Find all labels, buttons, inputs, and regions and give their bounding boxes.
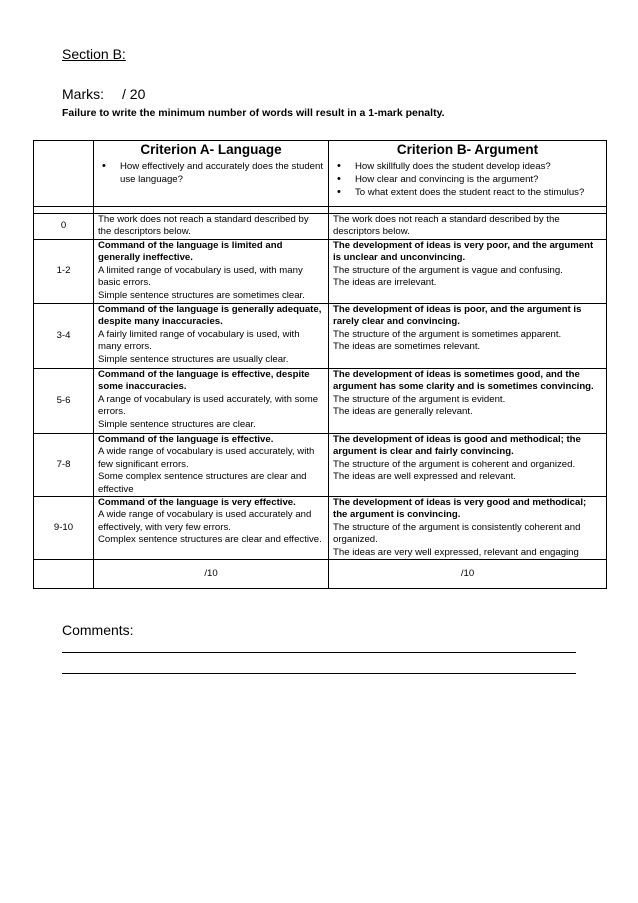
rubric-row: [34, 214, 607, 240]
score-band: 0: [34, 214, 94, 240]
descriptor-line: The work does not reach a standard described by the descriptors below.: [333, 214, 560, 238]
criterion-b-descriptor: [329, 497, 607, 560]
descriptor-line: The ideas are generally relevant.: [333, 406, 473, 418]
marks-label: Marks:: [62, 86, 104, 102]
score-band: 5-6: [34, 369, 94, 434]
descriptor-line: The ideas are very well expressed, relevant and engaging: [333, 546, 579, 558]
totals-empty-cell: [34, 560, 94, 589]
descriptor-line: The structure of the argument is consistently coherent and organized.: [333, 521, 581, 546]
criterion-b-question: • How skillfully does the student develop ideas?: [355, 160, 602, 173]
criterion-b-question: • To what extent does the student react to the stimulus?: [355, 186, 602, 199]
descriptor-summary: Command of the language is generally adequate, despite many inaccuracies.: [98, 304, 322, 328]
comment-line: [62, 652, 576, 653]
descriptor-line: A limited range of vocabulary is used, with many basic errors.: [98, 264, 303, 289]
criterion-b-descriptor: [329, 369, 607, 434]
descriptor-line: The ideas are irrelevant.: [333, 277, 437, 289]
descriptor-summary: Command of the language is effective, despite some inaccuracies.: [98, 369, 310, 393]
totals-row: [34, 560, 607, 589]
descriptor-summary: Command of the language is limited and generally ineffective.: [98, 240, 283, 264]
header-empty-cell: [34, 141, 94, 207]
descriptor-line: The work does not reach a standard described by the descriptors below.: [98, 214, 309, 238]
descriptor-line: Complex sentence structures are clear and effective.: [98, 534, 322, 546]
criterion-a-question: • How effectively and accurately does the student use language?: [120, 160, 324, 186]
descriptor-line: Some complex sentence structures are clear and effective: [98, 471, 307, 495]
marks-value: / 20: [122, 86, 146, 102]
criterion-a-title: Criterion A- Language: [140, 142, 282, 157]
rubric-row: [34, 497, 607, 560]
criterion-a-descriptor: [94, 434, 329, 497]
rubric-table: [33, 140, 607, 589]
rubric-row: [34, 304, 607, 369]
criterion-b-question: • How clear and convincing is the argument?: [355, 173, 602, 186]
score-band: 7-8: [34, 434, 94, 497]
descriptor-line: Simple sentence structures are clear.: [98, 418, 256, 430]
descriptor-line: A range of vocabulary is used accurately, with some errors.: [98, 393, 319, 418]
criterion-a-descriptor: [94, 240, 329, 304]
descriptor-line: A fairly limited range of vocabulary is used, with many errors.: [98, 328, 300, 353]
descriptor-line: Simple sentence structures are sometimes clear.: [98, 289, 305, 301]
criterion-a-total: /10: [94, 560, 329, 589]
descriptor-line: Simple sentence structures are usually clear.: [98, 353, 289, 365]
comments-label: Comments:: [62, 622, 134, 638]
criterion-b-total: /10: [329, 560, 607, 589]
criterion-b-descriptor: [329, 434, 607, 497]
section-title: Section B:: [62, 46, 126, 62]
descriptor-line: A wide range of vocabulary is used accurately, with few significant errors.: [98, 446, 315, 470]
descriptor-line: The structure of the argument is coherent and organized.: [333, 458, 576, 470]
score-band: 9-10: [34, 497, 94, 560]
criterion-a-descriptor: [94, 214, 329, 240]
marks-line: [62, 86, 145, 102]
criterion-b-descriptor: [329, 304, 607, 369]
criterion-b-title: Criterion B- Argument: [396, 142, 539, 157]
criterion-a-questions: [98, 160, 324, 186]
descriptor-line: The ideas are sometimes relevant.: [333, 341, 481, 353]
rubric-row: [34, 240, 607, 304]
descriptor-line: A wide range of vocabulary is used accurately and effectively, with very few errors.: [98, 509, 312, 533]
descriptor-summary: Command of the language is effective.: [98, 434, 274, 445]
spacer-row: [34, 207, 607, 214]
descriptor-summary: The development of ideas is very good and methodical; the argument is convincing.: [333, 497, 587, 521]
rubric-row: [34, 369, 607, 434]
criterion-b-questions: [333, 160, 602, 199]
criterion-b-descriptor: [329, 240, 607, 304]
descriptor-line: The structure of the argument is evident.: [333, 393, 506, 405]
descriptor-summary: Command of the language is very effective.: [98, 497, 296, 509]
comment-line: [62, 673, 576, 674]
rubric-row: [34, 434, 607, 497]
score-band: 1-2: [34, 240, 94, 304]
criterion-a-header: [94, 141, 329, 207]
penalty-note: Failure to write the minimum number of words will result in a 1-mark penalty.: [62, 107, 445, 119]
criterion-b-descriptor: [329, 214, 607, 240]
descriptor-line: The ideas are well expressed and relevant.: [333, 471, 516, 483]
descriptor-summary: The development of ideas is sometimes good, and the argument has some clarity and is sometimes convincing.: [333, 369, 594, 393]
criteria-header-row: [34, 141, 607, 207]
criterion-a-descriptor: [94, 497, 329, 560]
descriptor-line: The structure of the argument is sometimes apparent.: [333, 328, 562, 340]
criterion-b-header: [329, 141, 607, 207]
descriptor-summary: The development of ideas is poor, and the argument is rarely clear and convincing.: [333, 304, 582, 328]
score-band: 3-4: [34, 304, 94, 369]
descriptor-summary: The development of ideas is good and methodical; the argument is clear and fairly convincing.: [333, 434, 581, 458]
descriptor-summary: The development of ideas is very poor, and the argument is unclear and unconvincing.: [333, 240, 594, 264]
descriptor-line: The structure of the argument is vague and confusing.: [333, 264, 563, 276]
criterion-a-descriptor: [94, 369, 329, 434]
criterion-a-descriptor: [94, 304, 329, 369]
